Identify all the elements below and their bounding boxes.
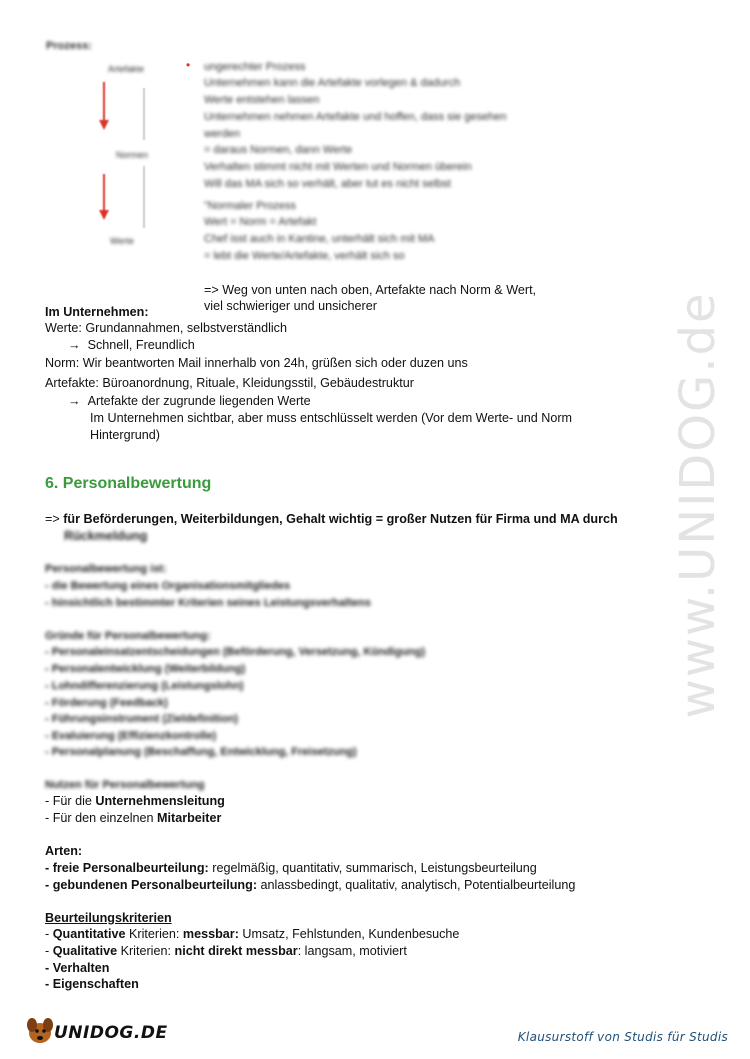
criteria-item: - Verhalten <box>45 961 110 975</box>
artifacts-sub-text: Artefakte der zugrunde liegenden Werte <box>87 394 311 408</box>
process-line: Unternehmen nehmen Artefakte und hoffen, dass sie gesehen <box>204 111 507 123</box>
benefit-bold: Mitarbeiter <box>157 811 222 825</box>
process-line: ungerechter Prozess <box>204 61 306 73</box>
footer-tagline: Klausurstoff von Studis für Studis <box>517 1030 728 1044</box>
crit-pre: - <box>45 927 53 941</box>
crit-rest: : langsam, motiviert <box>297 944 407 958</box>
reason-item: - Personaleinsatzentscheidungen (Beförderung, Versetzung, Kündigung) <box>45 646 426 658</box>
process-line: Unternehmen kann die Artefakte vorlegen & dadurch <box>204 77 461 89</box>
process-line: = daraus Normen, dann Werte <box>204 144 353 156</box>
crit-mid: Kriterien: <box>125 927 183 941</box>
process-conclusion: => Weg von unten nach oben, Artefakte nach Norm & Wert, <box>204 283 537 297</box>
unidog-logo[interactable] <box>24 1013 174 1049</box>
reason-item: - Lohndifferenzierung (Leistungslohn) <box>45 680 244 692</box>
type-bold: - freie Personalbeurteilung: <box>45 861 209 875</box>
process-title: Prozess: <box>46 40 92 52</box>
reasons-title: Gründe für Personalbewertung: <box>45 630 211 642</box>
company-heading: Im Unternehmen: <box>45 305 149 319</box>
process-line: Werte entstehen lassen <box>204 94 320 106</box>
crit-mid: Kriterien: <box>117 944 175 958</box>
benefit-pre: - Für die <box>45 794 96 808</box>
company-values: Werte: Grundannahmen, selbstverständlich <box>45 321 287 335</box>
bullet-icon: • <box>186 58 191 72</box>
types-title: Arten: <box>45 844 83 858</box>
watermark <box>648 270 748 740</box>
type-rest: anlassbedingt, qualitativ, analytisch, Potentialbeurteilung <box>257 878 576 892</box>
criteria-item: - Eigenschaften <box>45 977 139 991</box>
company-artifacts-sub-3: Hintergrund) <box>90 428 160 442</box>
process-line: Will das MA sich so verhält, aber tut es nicht selbst <box>204 178 451 190</box>
process-line: Chef isst auch in Kantine, unterhält sich mit MA <box>204 233 435 245</box>
company-artifacts-sub-2: Im Unternehmen sichtbar, aber muss entschlüsselt werden (Vor dem Werte- und Norm <box>90 411 573 425</box>
lead-bold: für Beförderungen, Weiterbildungen, Gehalt wichtig = großer Nutzen für Firma und MA durch <box>63 512 618 526</box>
type-item <box>45 860 537 876</box>
criteria-item <box>45 926 459 942</box>
lead-prefix: => <box>45 512 64 526</box>
reason-item: - Personalentwicklung (Weiterbildung) <box>45 663 246 675</box>
criteria-item <box>45 943 407 959</box>
arrow-icon: → <box>68 338 81 352</box>
process-line: Wert = Norm = Artefakt <box>204 216 317 228</box>
benefit-pre: - Für den einzelnen <box>45 811 158 825</box>
diagram-label-werte: Werte <box>110 236 134 246</box>
section-lead-2: Rückmeldung <box>64 529 148 543</box>
process-line: Verhalten stimmt nicht mit Werten und Normen überein <box>204 161 472 173</box>
benefit-title: Nutzen für Personalbewertung <box>45 779 205 791</box>
process-conclusion-2: viel schwieriger und unsicherer <box>204 299 377 313</box>
type-bold: - gebundenen Personalbeurteilung: <box>45 878 258 892</box>
crit-bold: Qualitative <box>52 944 118 958</box>
crit-bold-2: nicht direkt messbar <box>174 944 298 958</box>
company-artifacts-sub <box>68 393 311 409</box>
section-title: 6. Personalbewertung <box>45 475 212 492</box>
values-sub-text: Schnell, Freundlich <box>87 338 195 352</box>
criteria-title: Beurteilungskriterien <box>45 911 172 925</box>
diagram-label-normen: Normen <box>116 150 149 160</box>
benefit-item <box>45 810 221 826</box>
crit-pre: - <box>45 944 53 958</box>
company-artifacts: Artefakte: Büroanordnung, Rituale, Kleidungsstil, Gebäudestruktur <box>45 376 414 390</box>
company-norm: Norm: Wir beantworten Mail innerhalb von 24h, grüßen sich oder duzen uns <box>45 356 468 370</box>
definition-line: - hinsichtlich bestimmter Kriterien seines Leistungsverhaltens <box>45 597 371 609</box>
reason-item: - Führungsinstrument (Zieldefinition) <box>45 713 239 725</box>
arrow-icon: → <box>68 394 81 408</box>
benefit-item <box>45 793 225 809</box>
benefit-bold: Unternehmensleitung <box>95 794 225 808</box>
reason-item: - Personalplanung (Beschaffung, Entwicklung, Freisetzung) <box>45 746 357 758</box>
dog-icon <box>24 1013 58 1049</box>
process-line: = lebt die Werte/Artefakte, verhält sich so <box>204 250 405 262</box>
crit-rest: Umsatz, Fehlstunden, Kundenbesuche <box>238 927 460 941</box>
watermark-text: www.UNIDOG.de <box>670 291 726 719</box>
diagram-label-artefakte: Artefakte <box>108 64 145 74</box>
crit-bold: Quantitative <box>52 927 126 941</box>
definition-line: - die Bewertung eines Organisationsmitgliedes <box>45 580 291 592</box>
section-lead <box>45 511 618 527</box>
reason-item: - Evaluierung (Effizienzkontrolle) <box>45 730 217 742</box>
type-rest: regelmäßig, quantitativ, summarisch, Leistungsbeurteilung <box>208 861 537 875</box>
reason-item: - Förderung (Feedback) <box>45 697 168 709</box>
company-values-sub <box>68 337 195 353</box>
process-line: "Normaler Prozess <box>204 200 296 212</box>
process-line: werden <box>204 128 241 140</box>
logo-text: UNIDOG.DE <box>54 1023 168 1043</box>
type-item <box>45 877 575 893</box>
crit-bold-2: messbar: <box>182 927 239 941</box>
definition-title: Personalbewertung ist: <box>45 563 167 575</box>
